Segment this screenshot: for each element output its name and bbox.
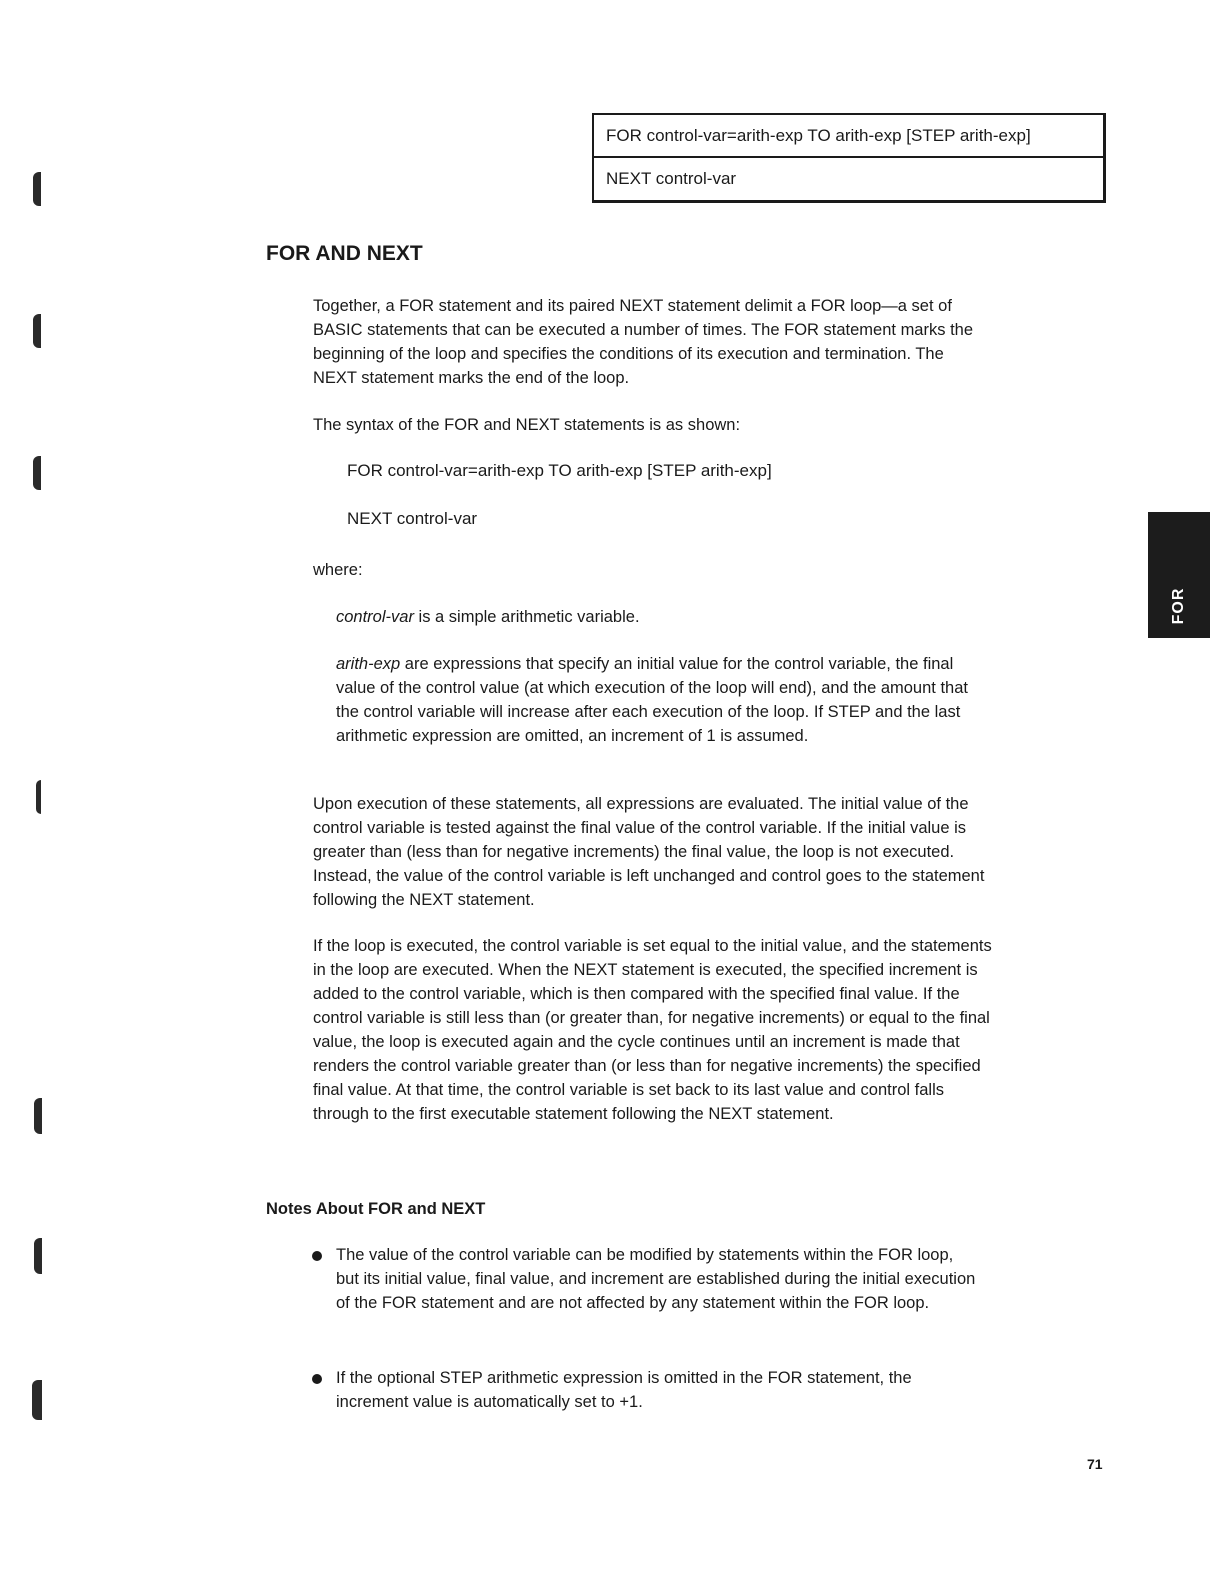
bullet-icon bbox=[312, 1251, 322, 1261]
note-item bbox=[312, 1243, 992, 1339]
intro-paragraph: Together, a FOR statement and its paired NEXT statement delimit a FOR loop—a set of BASIC statements that can be executed a number of times. The FOR statement marks the beginning of the loop and specifies the conditions of its execution and termination. The NEXT statement marks the end of the loop. bbox=[313, 297, 973, 387]
note-text: The value of the control variable can be modified by statements within the FOR loop, but its initial value, final value, and increment are established during the initial execution of the FOR statement and are not affected by any statement within the FOR loop. bbox=[336, 1246, 976, 1312]
note-item bbox=[312, 1366, 992, 1414]
page-number: 71 bbox=[1087, 1456, 1103, 1472]
binder-mark bbox=[33, 314, 41, 348]
binder-mark bbox=[32, 1380, 42, 1420]
bullet-icon bbox=[312, 1374, 322, 1384]
syntax-box-for: FOR control-var=arith-exp TO arith-exp [STEP arith-exp] bbox=[606, 126, 1031, 145]
binder-mark bbox=[34, 1238, 42, 1274]
definition-arith-exp bbox=[336, 652, 986, 748]
definition-term: control-var bbox=[336, 608, 414, 626]
syntax-intro-paragraph: The syntax of the FOR and NEXT statements is as shown: bbox=[313, 416, 741, 434]
execution-paragraph: Upon execution of these statements, all expressions are evaluated. The initial value of the control variable is tested against the final value of the control variable. If the initial value is greater than (less than for negative increments) the final value, the loop is not executed. Instead, the value of the control variable is left unchanged and control goes to the statement following the NEXT statement. bbox=[313, 795, 985, 909]
binder-mark bbox=[33, 172, 41, 206]
section-tab bbox=[1148, 512, 1210, 638]
definition-control-var bbox=[336, 605, 986, 629]
syntax-box bbox=[592, 113, 1106, 203]
binder-mark bbox=[36, 780, 41, 814]
where-label: where: bbox=[313, 561, 363, 579]
syntax-box-next: NEXT control-var bbox=[594, 156, 1103, 200]
definition-text: are expressions that specify an initial value for the control variable, the final value of the control value (at which execution of the loop will end), and the amount that the control variable will increase after each execution of the loop. If STEP and the last arithmetic expression are omitted, an increment of 1 is assumed. bbox=[336, 655, 968, 745]
syntax-line-for: FOR control-var=arith-exp TO arith-exp [STEP arith-exp] bbox=[347, 461, 772, 480]
note-text: If the optional STEP arithmetic expression is omitted in the FOR statement, the increment value is automatically set to +1. bbox=[336, 1369, 912, 1411]
syntax-line-next: NEXT control-var bbox=[347, 509, 478, 528]
binder-mark bbox=[34, 1098, 42, 1134]
notes-heading: Notes About FOR and NEXT bbox=[266, 1200, 486, 1218]
page-title: FOR AND NEXT bbox=[266, 242, 423, 265]
binder-mark bbox=[33, 456, 41, 490]
definition-term: arith-exp bbox=[336, 655, 401, 673]
definition-text: is a simple arithmetic variable. bbox=[413, 608, 640, 626]
section-tab-label: FOR bbox=[1170, 587, 1187, 625]
loop-paragraph: If the loop is executed, the control variable is set equal to the initial value, and the statements in the loop are executed. When the NEXT statement is executed, the specified increment is added to the control variable, which is then compared with the specified final value. If the control variable is still less than (or greater than, for negative increments) or equal to the final value, the loop is executed again and the cycle continues until an increment is made that renders the control variable greater than (or less than for negative increments) the specified final value. At that time, the control variable is set back to its last value and control falls through to the first executable statement following the NEXT statement. bbox=[313, 937, 992, 1123]
